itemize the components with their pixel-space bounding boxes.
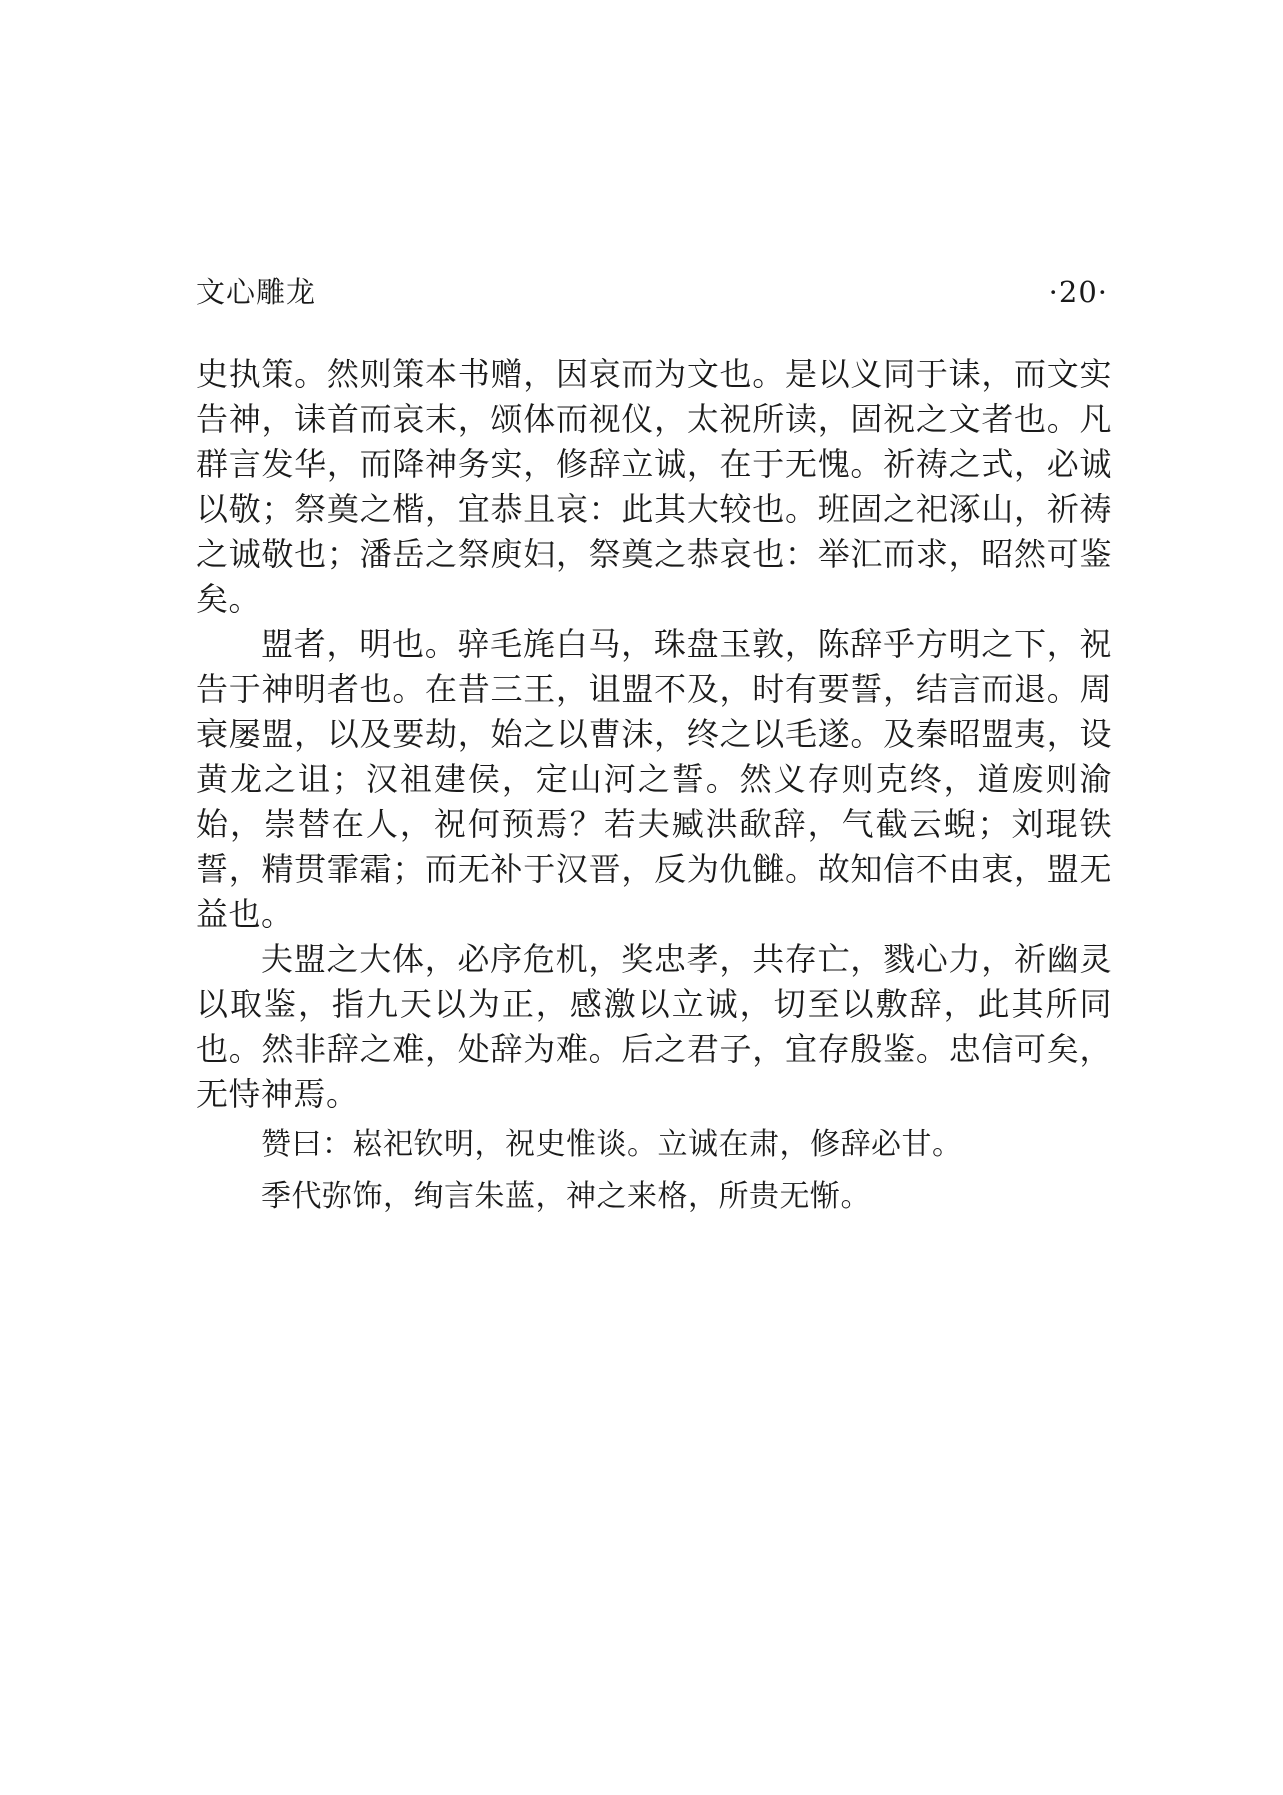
body-text [196,352,1112,1223]
zan-verse-line-2: 季代弥饰，绚言朱蓝，神之来格，所贵无惭。 [261,1179,871,1214]
zan-verse-line-1: 赞曰：崧祀钦明，祝史惟谈。立诚在肃，修辞必甘。 [261,1127,963,1162]
running-header [196,270,1108,314]
book-title: 文心雕龙 [196,275,317,309]
paragraph-meng: 盟者，明也。骍毛旄白马，珠盘玉敦，陈辞乎方明之下，祝告于神明者也。在昔三王，诅盟不及，时有要誓，结言而退。周衰屡盟，以及要劫，始之以曹沫，终之以毛遂。及秦昭盟夷，设黄龙之诅；汉祖建侯，定山河之誓。然义存则克终，道废则渝始，崇替在人，祝何预焉？若夫臧洪歃辞，气截云蜺；刘琨铁誓，精贯霏霜；而无补于汉晋，反为仇雠。故知信不由衷，盟无益也。 [196,625,1112,933]
paragraph-meng-dati: 夫盟之大体，必序危机，奖忠孝，共存亡，戮心力，祈幽灵以取鉴，指九天以为正，感激以立诚，切至以敷辞，此其所同也。然非辞之难，处辞为难。后之君子，宜存殷鉴。忠信可矣，无恃神焉。 [196,940,1112,1113]
paragraph-continued: 史执策。然则策本书赠，因哀而为文也。是以义同于诔，而文实告神，诔首而哀末，颂体而视仪，太祝所读，固祝之文者也。凡群言发华，而降神务实，修辞立诚，在于无愧。祈祷之式，必诚以敬；祭奠之楷，宜恭且哀：此其大较也。班固之祀涿山，祈祷之诚敬也；潘岳之祭庾妇，祭奠之恭哀也：举汇而求，昭然可鉴矣。 [196,355,1112,618]
page-number: ·20· [1048,275,1108,309]
